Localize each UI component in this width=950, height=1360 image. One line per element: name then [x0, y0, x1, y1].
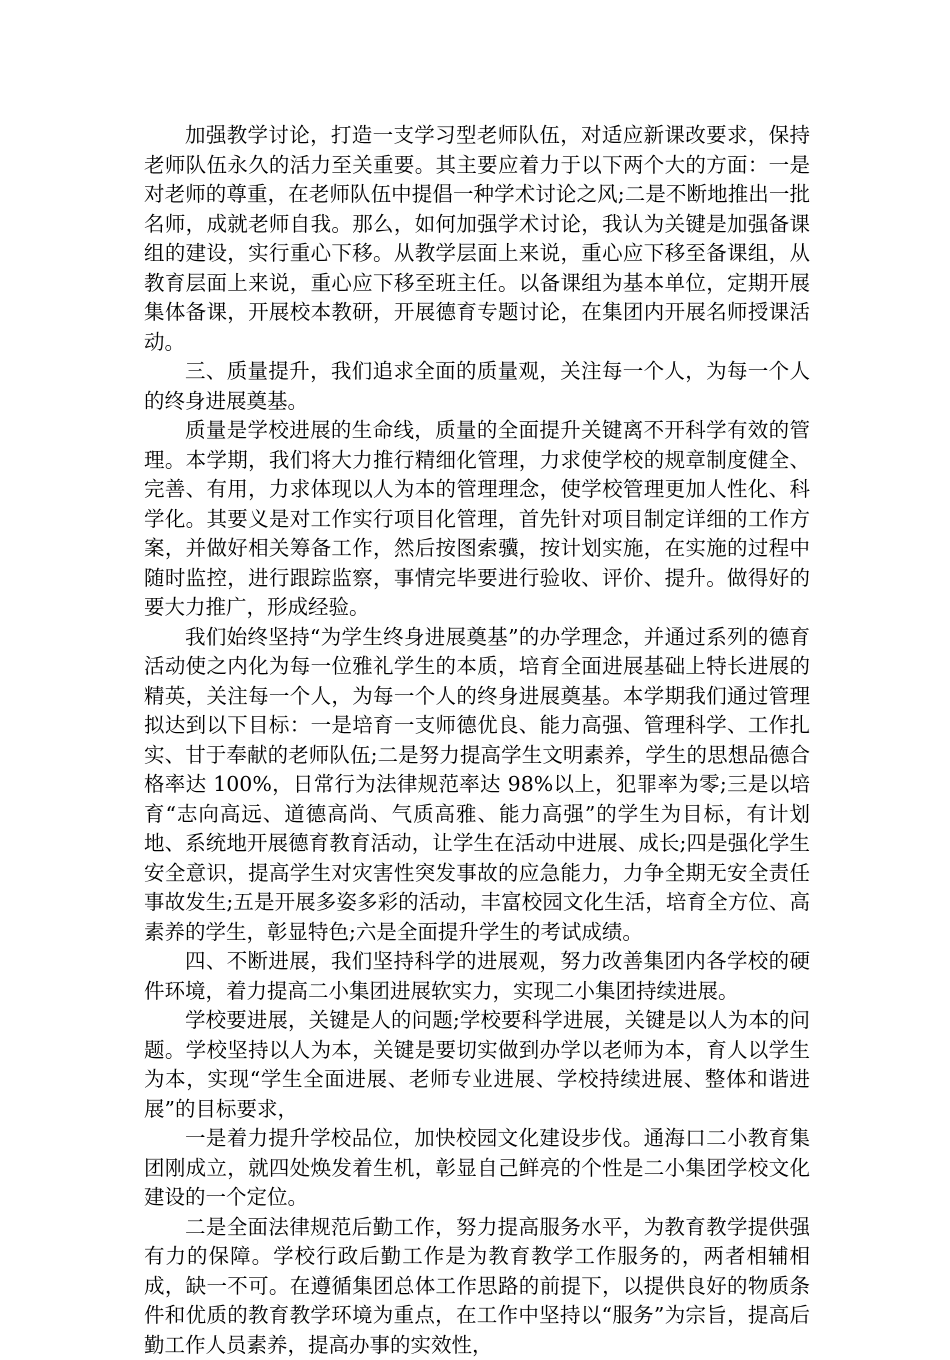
- paragraph-people-oriented: 学校要进展，关键是人的问题;学校要科学进展，关键是以人为本的问题。学校坚持以人为本，关键是要切实做到办学以老师为本，育人以学生为本，实现“学生全面进展、老师专业进展、学校持续进展、整体和谐进展”的目标要求，: [144, 1006, 810, 1124]
- paragraph-teaching-research: 加强教学讨论，打造一支学习型老师队伍，对适应新课改要求，保持老师队伍永久的活力至关重要。其主要应着力于以下两个大的方面：一是对老师的尊重，在老师队伍中提倡一种学术讨论之风;二是不断地推出一批名师，成就老师自我。那么，如何加强学术讨论，我认为关键是加强备课组的建设，实行重心下移。从教学层面上来说，重心应下移至备课组，从教育层面上来说，重心应下移至班主任。以备课组为基本单位，定期开展集体备课，开展校本教研，开展德育专题讨论，在集团内开展名师授课活动。: [144, 121, 810, 357]
- heading-continuous-development: 四、不断进展，我们坚持科学的进展观，努力改善集团内各学校的硬件环境，着力提高二小集团进展软实力，实现二小集团持续进展。: [144, 947, 810, 1006]
- document-body: [144, 121, 810, 1360]
- paragraph-logistics-service: 二是全面法律规范后勤工作，努力提高服务水平，为教育教学提供强有力的保障。学校行政后勤工作是为教育教学工作服务的，两者相辅相成，缺一不可。在遵循集团总体工作思路的前提下，以提供良好的物质条件和优质的教育教学环境为重点，在工作中坚持以“服务”为宗旨，提高后勤工作人员素养，提高办事的实效性，: [144, 1213, 810, 1360]
- paragraph-education-goals: 我们始终坚持“为学生终身进展奠基”的办学理念，并通过系列的德育活动使之内化为每一位雅礼学生的本质，培育全面进展基础上特长进展的精英，关注每一个人，为每一个人的终身进展奠基。本学期我们通过管理拟达到以下目标：一是培育一支师德优良、能力高强、管理科学、工作扎实、甘于奉献的老师队伍;二是努力提高学生文明素养，学生的思想品德合格率达 100%，日常行为法律规范率达 98%以上，犯罪率为零;三是以培育“志向高远、道德高尚、气质高雅、能力高强”的学生为目标，有计划地、系统地开展德育教育活动，让学生在活动中进展、成长;四是强化学生安全意识，提高学生对灾害性突发事故的应急能力，力争全期无安全责任事故发生;五是开展多姿多彩的活动，丰富校园文化生活，培育全方位、高素养的学生，彰显特色;六是全面提升学生的考试成绩。: [144, 623, 810, 948]
- paragraph-campus-culture: 一是着力提升学校品位，加快校园文化建设步伐。通海口二小教育集团刚成立，就四处焕发着生机，彰显自己鲜亮的个性是二小集团学校文化建设的一个定位。: [144, 1124, 810, 1213]
- paragraph-quality-management: 质量是学校进展的生命线，质量的全面提升关键离不开科学有效的管理。本学期，我们将大力推行精细化管理，力求使学校的规章制度健全、完善、有用，力求体现以人为本的管理理念，使学校管理更加人性化、科学化。其要义是对工作实行项目化管理，首先针对项目制定详细的工作方案，并做好相关筹备工作，然后按图索骥，按计划实施，在实施的过程中随时监控，进行跟踪监察，事情完毕要进行验收、评价、提升。做得好的要大力推广，形成经验。: [144, 416, 810, 623]
- heading-quality-improvement: 三、质量提升，我们追求全面的质量观，关注每一个人，为每一个人的终身进展奠基。: [144, 357, 810, 416]
